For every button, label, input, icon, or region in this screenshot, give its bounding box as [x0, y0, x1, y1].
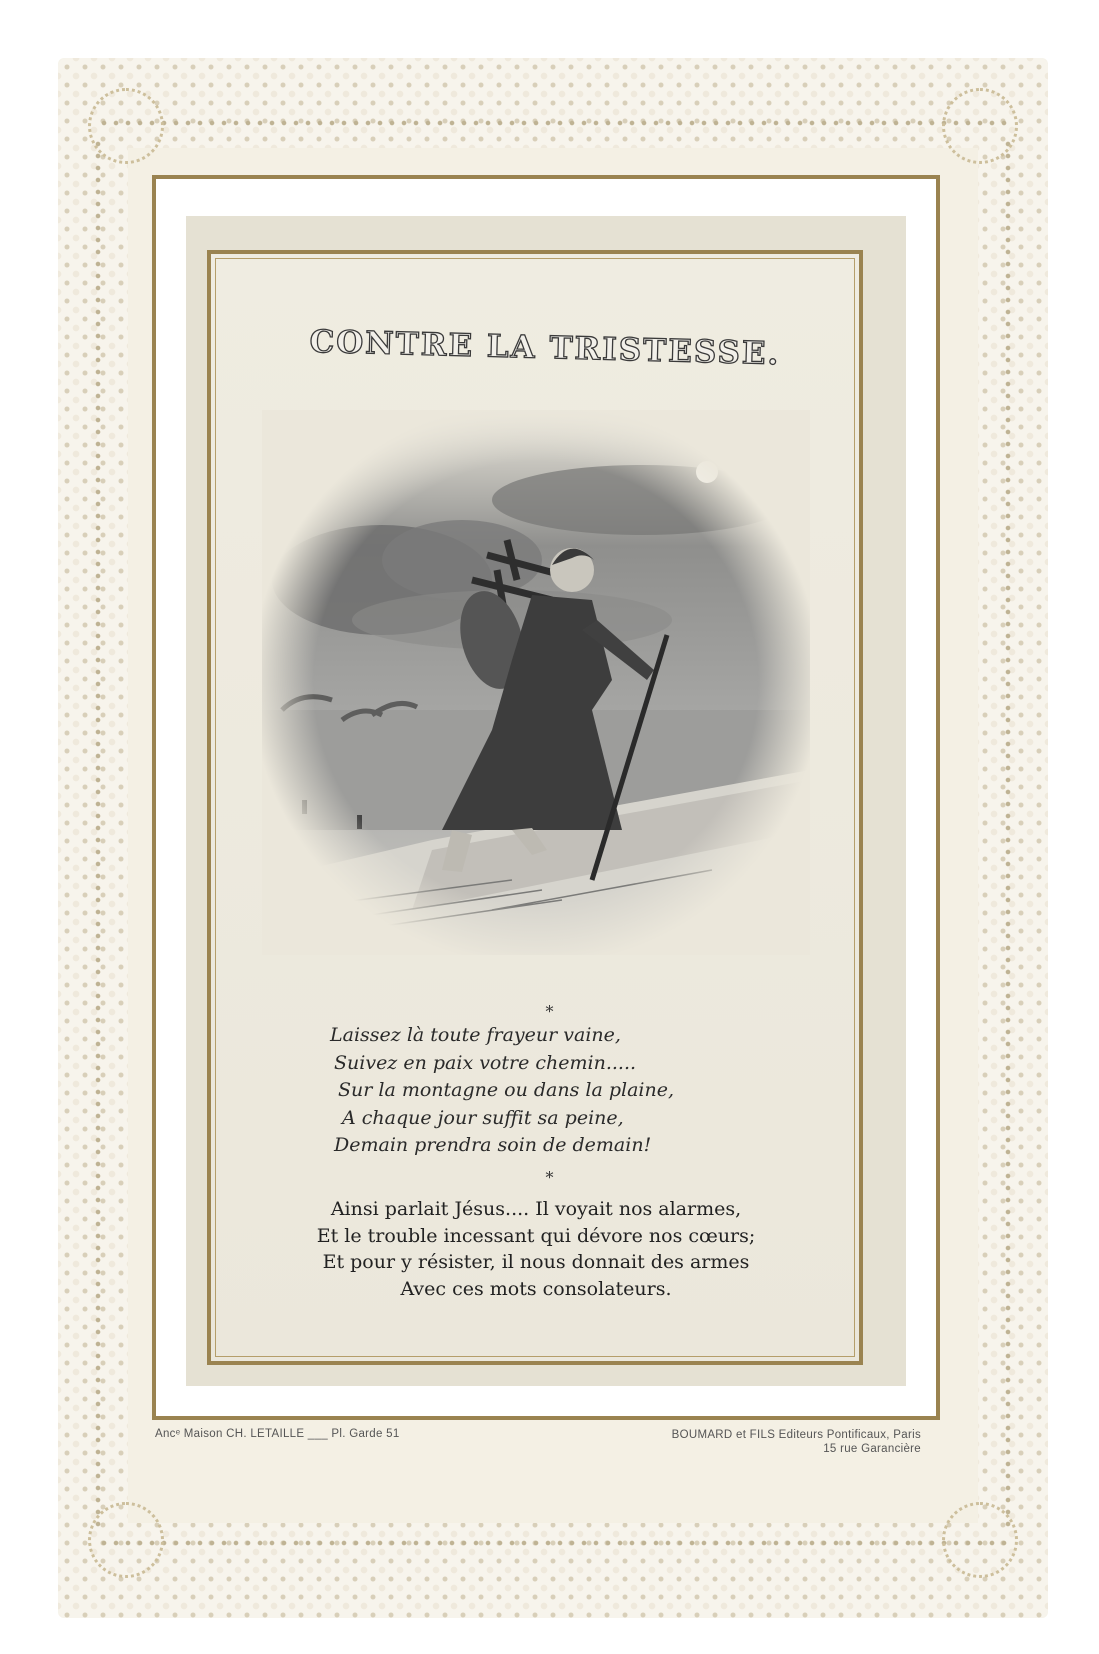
poem-verse: [330, 1022, 800, 1160]
card-title: CONTRE LA TRISTESSE.: [309, 323, 781, 373]
lace-perforation-top: [98, 118, 1008, 128]
poem-line: Suivez en paix votre chemin.....: [334, 1051, 637, 1074]
engraving-illustration: [262, 410, 810, 955]
lace-perforation-bottom: [98, 1538, 1008, 1548]
ornament-asterisk: *: [545, 1168, 554, 1187]
publisher-address: 15 rue Garancière: [823, 1443, 921, 1455]
publisher-imprint-left: Ancᵉ Maison CH. LETAILLE ___ Pl. Garde 51: [155, 1428, 400, 1440]
poem-line: Demain prendra soin de demain!: [334, 1134, 652, 1156]
prose-line: Et le trouble incessant qui dévore nos cœurs;: [316, 1224, 756, 1247]
lace-corner-ornament: [942, 1502, 1018, 1578]
lace-corner-ornament: [88, 1502, 164, 1578]
lace-corner-ornament: [88, 88, 164, 164]
poem-line: Laissez là toute frayeur vaine,: [330, 1024, 621, 1046]
prose-line: Avec ces mots consolateurs.: [400, 1277, 672, 1300]
prose-line: Et pour y résister, il nous donnait des armes: [322, 1251, 750, 1273]
prose-stanza: [256, 1196, 816, 1302]
lace-corner-ornament: [942, 88, 1018, 164]
poem-line: Sur la montagne ou dans la plaine,: [338, 1079, 674, 1101]
poem-line: A chaque jour suffit sa peine,: [342, 1106, 624, 1129]
lace-perforation-right: [1003, 138, 1013, 1528]
publisher-name: BOUMARD et FILS Editeurs Pontificaux, Paris: [671, 1429, 921, 1441]
prose-line: Ainsi parlait Jésus.... Il voyait nos alarmes,: [330, 1198, 742, 1220]
lace-perforation-left: [93, 138, 103, 1528]
vignette: [262, 410, 810, 955]
publisher-imprint-right: [672, 1428, 921, 1456]
ornament-asterisk: *: [545, 1002, 554, 1021]
